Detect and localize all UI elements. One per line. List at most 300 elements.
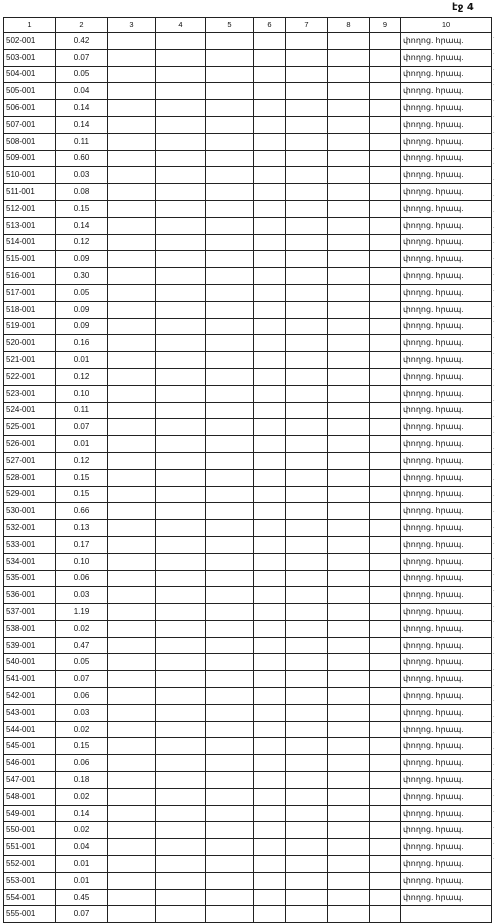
empty-cell [286,822,328,839]
purpose-note-cell: փողոց. հրապ. [401,704,492,721]
empty-cell [286,772,328,789]
margin-mark: · [493,445,495,452]
table-row [4,587,492,604]
empty-cell [156,805,206,822]
empty-cell [370,822,401,839]
empty-cell [254,184,286,201]
margin-mark: · [493,240,495,247]
purpose-note-cell: փողոց. հրապ. [401,822,492,839]
empty-cell [206,755,254,772]
area-value-cell: 0.09 [56,318,108,335]
empty-cell [370,352,401,369]
margin-mark: · [493,50,495,57]
empty-cell [206,654,254,671]
purpose-note-cell: փողոց. հրապ. [401,116,492,133]
empty-cell [156,822,206,839]
empty-cell [370,788,401,805]
empty-cell [156,755,206,772]
empty-cell [206,906,254,923]
purpose-note-cell: փողոց. հրապ. [401,402,492,419]
area-value-cell: 0.30 [56,268,108,285]
empty-cell [370,368,401,385]
area-value-cell: 0.14 [56,217,108,234]
empty-cell [156,419,206,436]
margin-mark: · [493,651,495,658]
table-row [4,536,492,553]
purpose-note-cell: փողոց. հրապ. [401,217,492,234]
empty-cell [108,335,156,352]
empty-cell [254,889,286,906]
empty-cell [254,503,286,520]
purpose-note-cell: փողոց. հրապ. [401,688,492,705]
table-row [4,234,492,251]
parcel-code-cell: 530-001 [4,503,56,520]
empty-cell [206,637,254,654]
parcel-code-cell: 525-001 [4,419,56,436]
table-row [4,772,492,789]
empty-cell [328,100,370,117]
page-number-label: էջ 4 [452,2,474,13]
empty-cell [108,889,156,906]
empty-cell [156,284,206,301]
margin-mark: · [493,192,495,199]
empty-cell [206,856,254,873]
empty-cell [370,839,401,856]
empty-cell [370,419,401,436]
area-value-cell: 0.05 [56,284,108,301]
empty-cell [156,49,206,66]
empty-cell [108,83,156,100]
area-value-cell: 0.12 [56,234,108,251]
empty-cell [286,33,328,50]
purpose-note-cell: փողոց. հրապ. [401,452,492,469]
empty-cell [156,688,206,705]
area-value-cell: 0.06 [56,688,108,705]
parcel-code-cell: 529-001 [4,486,56,503]
empty-cell [156,217,206,234]
purpose-note-cell: փողոց. հրապ. [401,654,492,671]
parcel-code-cell: 524-001 [4,402,56,419]
empty-cell [370,402,401,419]
margin-mark: · [493,682,495,689]
purpose-note-cell: փողոց. հրապ. [401,167,492,184]
empty-cell [370,772,401,789]
empty-cell [108,133,156,150]
empty-cell [328,721,370,738]
empty-cell [156,620,206,637]
empty-cell [206,452,254,469]
margin-mark: · [493,335,495,342]
empty-cell [254,116,286,133]
parcel-code-cell: 506-001 [4,100,56,117]
empty-cell [206,520,254,537]
area-value-cell: 0.14 [56,116,108,133]
empty-cell [286,217,328,234]
empty-cell [286,839,328,856]
empty-cell [206,503,254,520]
area-value-cell: 0.17 [56,536,108,553]
empty-cell [206,553,254,570]
purpose-note-cell: փողոց. հրապ. [401,436,492,453]
empty-cell [156,116,206,133]
area-value-cell: 0.12 [56,452,108,469]
area-value-cell: 0.01 [56,436,108,453]
table-row [4,284,492,301]
empty-cell [370,469,401,486]
empty-cell [206,587,254,604]
purpose-note-cell: փողոց. հրապ. [401,318,492,335]
parcel-code-cell: 546-001 [4,755,56,772]
empty-cell [254,318,286,335]
empty-cell [206,335,254,352]
area-value-cell: 0.01 [56,352,108,369]
purpose-note-cell: փողոց. հրապ. [401,83,492,100]
margin-mark: · [493,603,495,610]
empty-cell [328,604,370,621]
empty-cell [254,335,286,352]
empty-cell [108,268,156,285]
purpose-note-cell: փողոց. հրապ. [401,268,492,285]
table-row [4,637,492,654]
empty-cell [370,755,401,772]
empty-cell [108,150,156,167]
empty-cell [286,83,328,100]
empty-cell [328,318,370,335]
empty-cell [254,251,286,268]
empty-cell [206,620,254,637]
column-header-2: 2 [56,18,108,33]
parcel-code-cell: 538-001 [4,620,56,637]
ledger-table [3,17,492,923]
column-header-10: 10 [401,18,492,33]
empty-cell [254,755,286,772]
empty-cell [328,133,370,150]
empty-cell [206,436,254,453]
empty-cell [370,570,401,587]
purpose-note-cell: փողոց. հրապ. [401,620,492,637]
table-row [4,66,492,83]
empty-cell [156,436,206,453]
table-row [4,620,492,637]
empty-cell [108,906,156,923]
empty-cell [286,805,328,822]
empty-cell [206,772,254,789]
empty-cell [156,872,206,889]
empty-cell [156,671,206,688]
empty-cell [328,587,370,604]
empty-cell [328,167,370,184]
table-row [4,704,492,721]
area-value-cell: 0.03 [56,704,108,721]
column-header-6: 6 [254,18,286,33]
empty-cell [254,654,286,671]
empty-cell [206,486,254,503]
parcel-code-cell: 516-001 [4,268,56,285]
empty-cell [108,553,156,570]
empty-cell [206,738,254,755]
purpose-note-cell: փողոց. հրապ. [401,385,492,402]
empty-cell [328,402,370,419]
parcel-code-cell: 513-001 [4,217,56,234]
empty-cell [156,352,206,369]
table-row [4,436,492,453]
empty-cell [206,469,254,486]
empty-cell [328,620,370,637]
table-row [4,654,492,671]
area-value-cell: 0.10 [56,385,108,402]
empty-cell [206,352,254,369]
empty-cell [156,402,206,419]
empty-cell [156,637,206,654]
empty-cell [254,100,286,117]
empty-cell [328,755,370,772]
empty-cell [254,570,286,587]
empty-cell [156,553,206,570]
area-value-cell: 0.01 [56,872,108,889]
empty-cell [286,856,328,873]
table-row [4,889,492,906]
table-row [4,116,492,133]
purpose-note-cell: փողոց. հրապ. [401,570,492,587]
column-header-3: 3 [108,18,156,33]
empty-cell [286,436,328,453]
empty-cell [286,318,328,335]
empty-cell [254,587,286,604]
margin-mark: · [493,477,495,484]
area-value-cell: 0.13 [56,520,108,537]
margin-mark: · [493,256,495,263]
purpose-note-cell: փողոց. հրապ. [401,520,492,537]
empty-cell [206,167,254,184]
empty-cell [286,385,328,402]
empty-cell [108,503,156,520]
empty-cell [328,704,370,721]
area-value-cell: 0.14 [56,100,108,117]
empty-cell [156,33,206,50]
table-row [4,721,492,738]
empty-cell [286,234,328,251]
empty-cell [254,486,286,503]
empty-cell [206,570,254,587]
parcel-code-cell: 547-001 [4,772,56,789]
empty-cell [108,486,156,503]
empty-cell [206,49,254,66]
empty-cell [206,536,254,553]
table-row [4,856,492,873]
empty-cell [156,100,206,117]
margin-mark: · [493,698,495,705]
empty-cell [156,268,206,285]
empty-cell [206,217,254,234]
table-row [4,268,492,285]
empty-cell [108,872,156,889]
column-header-5: 5 [206,18,254,33]
purpose-note-cell: փողոց. հրապ. [401,788,492,805]
margin-mark: · [493,714,495,721]
empty-cell [156,486,206,503]
empty-cell [108,620,156,637]
margin-mark: · [493,556,495,563]
empty-cell [370,150,401,167]
area-value-cell: 0.45 [56,889,108,906]
empty-cell [328,788,370,805]
parcel-code-cell: 520-001 [4,335,56,352]
empty-cell [156,184,206,201]
empty-cell [328,385,370,402]
empty-cell [206,66,254,83]
margin-mark: · [493,809,495,816]
margin-mark: · [493,224,495,231]
empty-cell [254,133,286,150]
parcel-code-cell: 511-001 [4,184,56,201]
purpose-note-cell: փողոց. հրապ. [401,284,492,301]
empty-cell [254,368,286,385]
empty-cell [370,268,401,285]
empty-cell [328,284,370,301]
empty-cell [108,637,156,654]
area-value-cell: 0.05 [56,654,108,671]
purpose-note-cell: փողոց. հրապ. [401,469,492,486]
empty-cell [370,906,401,923]
empty-cell [328,822,370,839]
area-value-cell: 0.15 [56,738,108,755]
table-row [4,520,492,537]
parcel-code-cell: 518-001 [4,301,56,318]
empty-cell [254,33,286,50]
empty-cell [254,49,286,66]
empty-cell [108,604,156,621]
parcel-code-cell: 509-001 [4,150,56,167]
parcel-code-cell: 504-001 [4,66,56,83]
area-value-cell: 0.06 [56,570,108,587]
empty-cell [108,822,156,839]
empty-cell [370,536,401,553]
table-row [4,604,492,621]
parcel-code-cell: 545-001 [4,738,56,755]
empty-cell [328,452,370,469]
right-margin-marks [493,31,504,868]
empty-cell [328,301,370,318]
empty-cell [286,419,328,436]
empty-cell [370,234,401,251]
table-row [4,251,492,268]
column-header-1: 1 [4,18,56,33]
table-row [4,368,492,385]
empty-cell [286,167,328,184]
margin-mark: · [493,161,495,168]
empty-cell [286,637,328,654]
table-row [4,671,492,688]
parcel-code-cell: 507-001 [4,116,56,133]
empty-cell [286,587,328,604]
area-value-cell: 0.15 [56,469,108,486]
empty-cell [370,116,401,133]
margin-mark: · [493,493,495,500]
empty-cell [286,788,328,805]
table-row [4,553,492,570]
empty-cell [156,587,206,604]
area-value-cell: 0.47 [56,637,108,654]
empty-cell [206,889,254,906]
empty-cell [108,385,156,402]
purpose-note-cell: փողոց. հրապ. [401,755,492,772]
empty-cell [254,688,286,705]
column-header-7: 7 [286,18,328,33]
empty-cell [254,822,286,839]
empty-cell [328,368,370,385]
empty-cell [370,33,401,50]
empty-cell [370,49,401,66]
empty-cell [254,419,286,436]
empty-cell [254,234,286,251]
empty-cell [328,856,370,873]
purpose-note-cell: փողոց. հրապ. [401,486,492,503]
empty-cell [286,503,328,520]
purpose-note-cell: փողոց. հրապ. [401,335,492,352]
empty-cell [108,469,156,486]
empty-cell [156,738,206,755]
empty-cell [254,66,286,83]
margin-mark: · [493,587,495,594]
empty-cell [254,402,286,419]
empty-cell [286,671,328,688]
purpose-note-cell: փողոց. հրապ. [401,368,492,385]
parcel-code-cell: 502-001 [4,33,56,50]
purpose-note-cell: փողոց. հրապ. [401,872,492,889]
empty-cell [370,604,401,621]
empty-cell [108,49,156,66]
purpose-note-cell: փողոց. հրապ. [401,772,492,789]
empty-cell [156,772,206,789]
empty-cell [156,520,206,537]
table-row [4,419,492,436]
parcel-code-cell: 517-001 [4,284,56,301]
purpose-note-cell: փողոց. հրապ. [401,150,492,167]
empty-cell [108,805,156,822]
empty-cell [206,234,254,251]
table-row [4,150,492,167]
empty-cell [156,167,206,184]
empty-cell [108,217,156,234]
table-row [4,906,492,923]
empty-cell [156,318,206,335]
empty-cell [370,721,401,738]
empty-cell [108,587,156,604]
empty-cell [156,654,206,671]
margin-mark: · [493,271,495,278]
empty-cell [206,671,254,688]
empty-cell [328,184,370,201]
empty-cell [254,217,286,234]
empty-cell [286,654,328,671]
empty-cell [108,100,156,117]
table-row [4,133,492,150]
empty-cell [254,637,286,654]
table-row [4,755,492,772]
empty-cell [206,604,254,621]
empty-cell [206,721,254,738]
empty-cell [254,839,286,856]
area-value-cell: 0.01 [56,856,108,873]
empty-cell [370,671,401,688]
empty-cell [286,116,328,133]
header-row [4,18,492,33]
parcel-code-cell: 503-001 [4,49,56,66]
empty-cell [254,436,286,453]
empty-cell [286,150,328,167]
area-value-cell: 0.11 [56,402,108,419]
area-value-cell: 0.07 [56,906,108,923]
